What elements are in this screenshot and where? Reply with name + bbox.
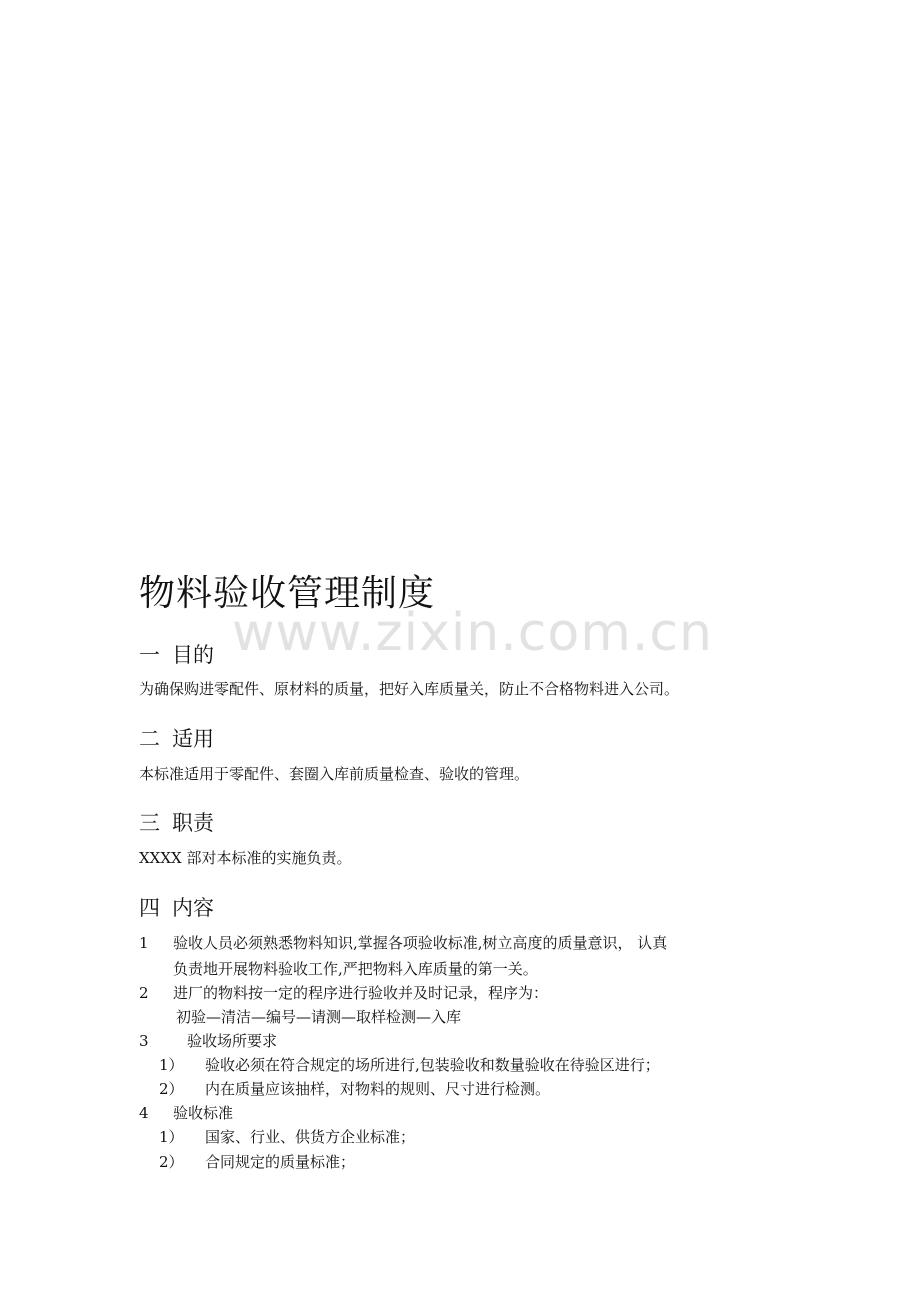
- list-item-text: 验收场所要求: [187, 1032, 278, 1050]
- list-item-4: [139, 1101, 233, 1125]
- list-item-number: 3: [139, 1032, 149, 1050]
- section-title: 适用: [172, 727, 214, 751]
- list-item-1-continuation: 负责地开展物料验收工作,严把物料入库质量的第一关。: [173, 960, 538, 978]
- sub-item: [159, 1150, 355, 1174]
- sub-item: [159, 1125, 415, 1149]
- sub-item: [159, 1077, 550, 1101]
- section-number: 一: [139, 643, 160, 667]
- section-body-scope: 本标准适用于零配件、套圈入库前质量检查、验收的管理。: [139, 765, 530, 783]
- list-item-2: [139, 981, 548, 1005]
- section-title: 职责: [172, 811, 214, 835]
- section-heading-content: [139, 893, 214, 923]
- list-item-3: [139, 1029, 277, 1053]
- sub-item-number: 2）: [159, 1153, 184, 1171]
- sub-item-text: 验收必须在符合规定的场所进行,包装验收和数量验收在待验区进行；: [205, 1056, 660, 1074]
- procedure-sequence: 初验—清洁—编号—请测—取样检测—入库: [176, 1008, 462, 1026]
- section-heading-responsibility: [139, 808, 214, 838]
- list-item-text: 验收人员必须熟悉物料知识,掌握各项验收标准,树立高度的质量意识， 认真: [173, 934, 668, 952]
- section-number: 四: [139, 896, 160, 920]
- watermark: www.zixin.com.cn: [232, 603, 713, 663]
- list-item-number: 4: [139, 1104, 149, 1122]
- list-item-1: [139, 931, 667, 955]
- list-item-text: 进厂的物料按一定的程序进行验收并及时记录，程序为：: [173, 984, 549, 1002]
- list-item-number: 1: [139, 934, 149, 952]
- sub-item: [159, 1053, 660, 1077]
- section-number: 二: [139, 727, 160, 751]
- section-number: 三: [139, 811, 160, 835]
- section-body-responsibility: XXXX 部对本标准的实施负责。: [139, 849, 352, 867]
- sub-item-number: 2）: [159, 1080, 184, 1098]
- document-title: 物料验收管理制度: [139, 573, 436, 614]
- sub-item-text: 合同规定的质量标准；: [205, 1153, 356, 1171]
- sub-item-text: 内在质量应该抽样，对物料的规则、尺寸进行检测。: [205, 1080, 551, 1098]
- sub-item-number: 1）: [159, 1128, 184, 1146]
- section-body-purpose: 为确保购进零配件、原材料的质量，把好入库质量关，防止不合格物料进入公司。: [139, 680, 680, 698]
- sub-item-number: 1）: [159, 1056, 184, 1074]
- section-heading-scope: [139, 724, 214, 754]
- sub-item-text: 国家、行业、供货方企业标准；: [205, 1128, 416, 1146]
- list-item-number: 2: [139, 984, 149, 1002]
- section-heading-purpose: [139, 640, 214, 670]
- list-item-text: 验收标准: [173, 1104, 234, 1122]
- section-title: 目的: [172, 643, 214, 667]
- section-title: 内容: [172, 896, 214, 920]
